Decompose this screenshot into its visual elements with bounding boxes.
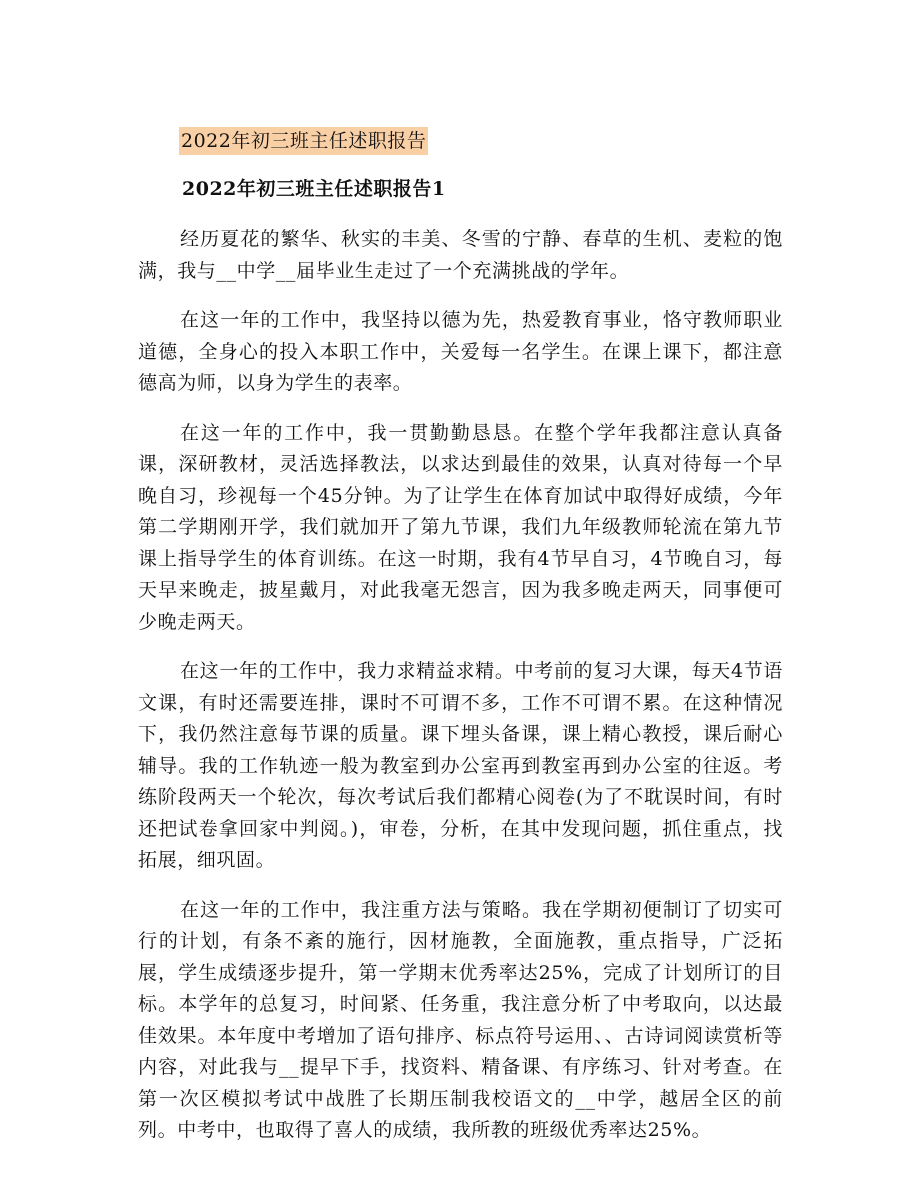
paragraph-3: 在这一年的工作中，我一贯勤勤恳恳。在整个学年我都注意认真备课，深研教材，灵活选择教法，以求达到最佳的效果，认真对待每一个早晚自习，珍视每一个45分钟。为了让学生在体育加试中取得好成绩，今年第二学期刚开学，我们就加开了第九节课，我们九年级教师轮流在第九节课上指导学生的体育训练。在这一时期，我有4节早自习，4节晚自习，每天早来晚走，披星戴月，对此我毫无怨言，因为我多晚走两天，同事便可少晚走两天。	[138, 421, 783, 633]
section-heading: 2022年初三班主任述职报告1	[182, 178, 446, 200]
paragraph-1: 经历夏花的繁华、秋实的丰美、冬雪的宁静、春草的生机、麦粒的饱满，我与__中学__届毕业生走过了一个充满挑战的学年。	[138, 228, 783, 282]
paragraph-4: 在这一年的工作中，我力求精益求精。中考前的复习大课，每天4节语文课，有时还需要连排，课时不可谓不多，工作不可谓不累。在这种情况下，我仍然注意每节课的质量。课下埋头备课，课上精心教授，课后耐心辅导。我的工作轨迹一般为教室到办公室再到教室再到办公室的往返。考练阶段两天一个轮次，每次考试后我们都精心阅卷(为了不耽误时间，有时还把试卷拿回家中判阅。)，审卷，分析，在其中发现问题，抓住重点，找拓展，细巩固。	[138, 660, 783, 871]
paragraph-5: 在这一年的工作中，我注重方法与策略。我在学期初便制订了切实可行的计划，有条不紊的施行，因材施教，全面施教，重点指导，广泛拓展，学生成绩逐步提升，第一学期末优秀率达25%，完成了计划所订的目标。本学年的总复习，时间紧、任务重，我注意分析了中考取向，以达最佳效果。本年度中考增加了语句排序、标点符号运用、、古诗词阅读赏析等内容，对此我与__提早下手，找资料、精备课、有序练习、针对考查。在第一次区模拟考试中战胜了长期压制我校语文的__中学，越居全区的前列。中考中，也取得了喜人的成绩，我所教的班级优秀率达25%。	[138, 898, 783, 1141]
document-body	[138, 224, 783, 1165]
document-title: 2022年初三班主任述职报告	[179, 127, 428, 155]
paragraph-2: 在这一年的工作中，我坚持以德为先，热爱教育事业，恪守教师职业道德，全身心的投入本职工作中，关爱每一名学生。在课上课下，都注意德高为师，以身为学生的表率。	[138, 309, 783, 394]
